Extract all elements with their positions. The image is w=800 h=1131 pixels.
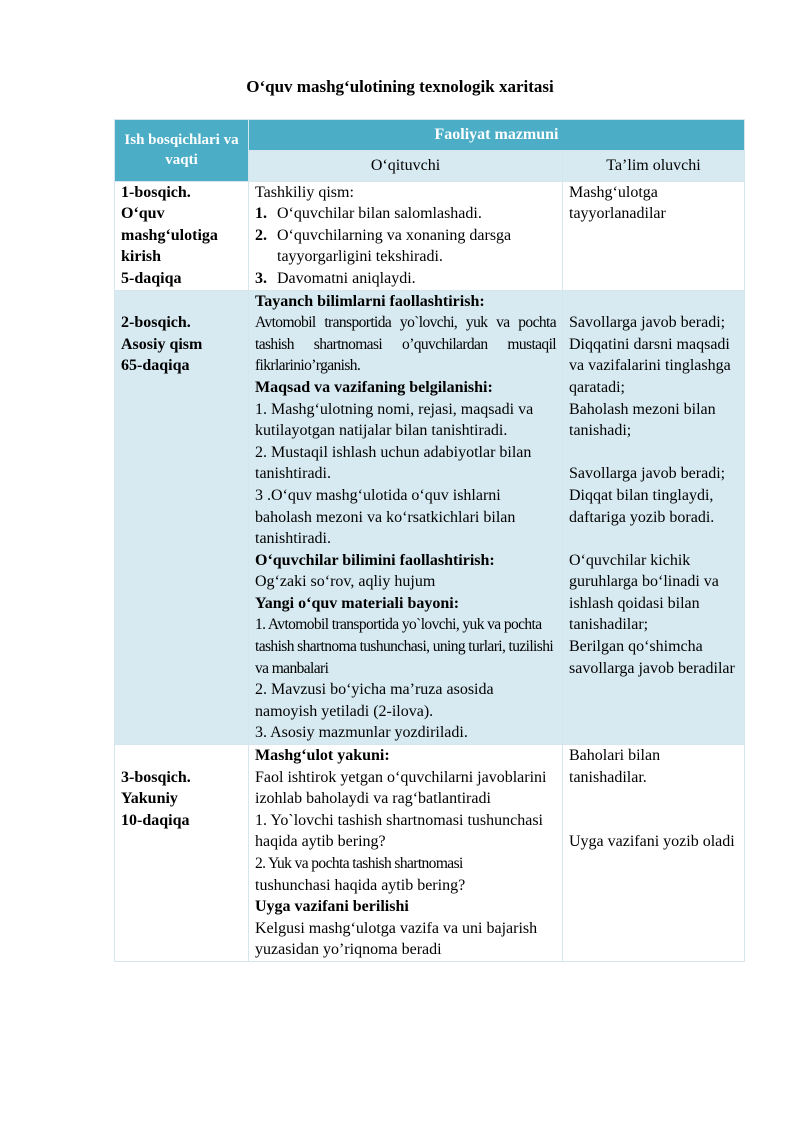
teacher-cell: Tashkiliy qism: 1. O‘quvchilar bilan salomlashadi. 2. O‘quvchilarning va xonaning darsga tayyorgarligini tekshiradi. 3. Davomatni aniqlaydi. [249, 181, 563, 290]
table-row [115, 181, 745, 290]
header-stages: Ish bosqichlari va vaqti [115, 120, 249, 182]
stage-cell: 1-bosqich. O‘quv mashg‘ulotiga kirish 5-daqiqa [115, 181, 249, 290]
student-cell: Mashg‘ulotga tayyorlanadilar [563, 181, 745, 290]
teacher-cell: Mashg‘ulot yakuni: Faol ishtirok yetgan o‘quvchilarni javoblarini izohlab baholaydi va rag‘batlantiradi 1. Yo`lovchi tashish shartnomasi tushunchasi haqida aytib bering? 2. Yuk va pochta tashish shartnomasi tushunchasi haqida aytib bering? Uyga vazifani berilishi Kelgusi mashg‘ulotga vazifa va uni bajarish yuzasidan yo’riqnoma beradi [249, 745, 563, 962]
list-item: 2. O‘quvchilarning va xonaning darsga tayyorgarligini tekshiradi. [255, 226, 512, 266]
teacher-cell: Tayanch bilimlarni faollashtirish: Avtomobil transportida yo`lovchi, yuk va pochta tashish shartnomasi o’quvchilardan mustaqil fikrlarinio’rganish. Maqsad va vazifaning belgilanishi: 1. Mashg‘ulotning nomi, rejasi, maqsadi va kutilayotgan natijalar bilan tanishtiradi. 2. Mustaqil ishlash uchun adabiyotlar bilan tanishtiradi. 3 .O‘quv mashg‘ulotida o‘quv ishlarni baholash mezoni va ko‘rsatkichlari bilan tanishtiradi. O‘quvchilar bilimini faollashtirish: Og‘zaki so‘rov, aqliy hujum Yangi o‘quv materiali bayoni: 1. Avtomobil transportida yo`lovchi, yuk va pochta tashish shartnoma tushunchasi, uning turlari, tuzilishi va manbalari 2. Mavzusi bo‘yicha ma’ruza asosida namoyish yetiladi (2-ilova). 3. Asosiy mazmunlar yozdiriladi. [249, 290, 563, 744]
student-cell: Baholari bilan tanishadilar. Uyga vazifani yozib oladi [563, 745, 745, 962]
stage-cell: 2-bosqich. Asosiy qism 65-daqiqa [115, 290, 249, 744]
header-student: Ta’lim oluvchi [563, 151, 745, 182]
table-row [115, 745, 745, 962]
list-item: 3. Davomatni aniqlaydi. [255, 269, 416, 287]
stage-cell: 3-bosqich. Yakuniy 10-daqiqa [115, 745, 249, 962]
student-cell: Savollarga javob beradi; Diqqatini darsni maqsadi va vazifalarini tinglashga qaratadi; Baholash mezoni bilan tanishadi; Savollarga javob beradi; Diqqat bilan tinglaydi, daftariga yozib boradi. O‘quvchilar kichik guruhlarga bo‘linadi va ishlash qoidasi bilan tanishadilar; Berilgan qo‘shimcha savollarga javob beradilar [563, 290, 745, 744]
header-teacher: O‘qituvchi [249, 151, 563, 182]
document-title: O‘quv mashg‘ulotining texnologik xaritasi [246, 77, 554, 96]
technology-map-table [114, 119, 745, 962]
list-item: 1. O‘quvchilar bilan salomlashadi. [255, 205, 482, 223]
header-activity: Faoliyat mazmuni [249, 120, 745, 151]
table-row [115, 290, 745, 744]
